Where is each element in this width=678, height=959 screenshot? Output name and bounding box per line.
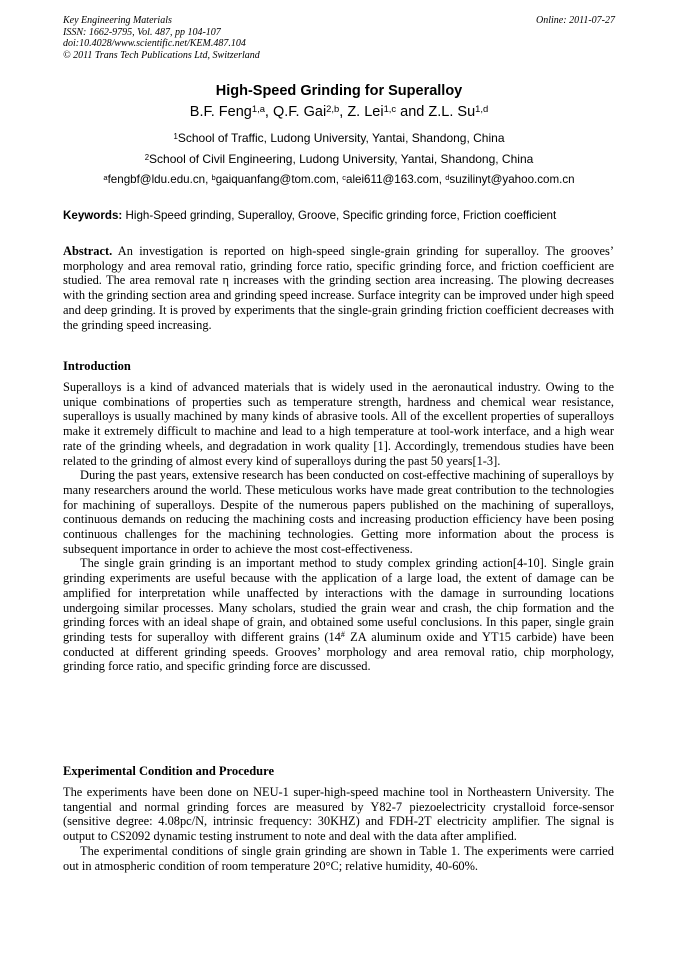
author-affiliation-mark: 1,a <box>251 102 265 114</box>
affiliation-text: School of Civil Engineering, Ludong University, Yantai, Shandong, China <box>149 152 534 166</box>
paragraph: The experimental conditions of single grain grinding are shown in Table 1. The experiments were carried out in atmospheric condition of room temperature 20°C; relative humidity, 40-60%. <box>63 843 614 873</box>
copyright-line: © 2011 Trans Tech Publications Ltd, Switzerland <box>63 49 260 61</box>
author-separator: , <box>339 104 348 120</box>
affiliation-2 <box>0 152 678 166</box>
paragraph-text: ZA aluminum oxide and YT15 carbide) have been conducted at different grinding speeds. Grooves’ morphology and area removal ratio, chip morphology, grinding force ratio, and specific grinding force are discussed. <box>63 629 614 674</box>
keywords-label: Keywords: <box>63 209 123 222</box>
journal-header <box>63 15 615 61</box>
author-name: Q.F. Gai <box>272 104 327 120</box>
introduction-body <box>63 380 614 674</box>
introduction-heading: Introduction <box>63 359 131 373</box>
email-address[interactable]: fengbf@ldu.edu.cn, <box>107 173 212 186</box>
email-mark: d <box>445 172 450 182</box>
author-affiliation-mark: 1,c <box>383 102 397 114</box>
affiliation-mark: 1 <box>173 131 178 141</box>
author-affiliation-mark: 2,b <box>326 102 340 114</box>
keywords <box>63 209 623 222</box>
abstract-text: An investigation is reported on high-speed single-grain grinding for superalloy. The grooves’ morphology and area removal ratio, grinding force ratio, specific grinding force, and friction coefficient are studied. The area removal rate η increases with the grinding section area increasing. The plowing decreases with the grinding section area and grinding speed increase. Surface integrity can be improved under high speed and deep grinding. It is proved by experiments that the single-grain grinding friction coefficient decreases with the grinding speed increasing. <box>63 244 614 332</box>
affiliation-1 <box>0 131 678 145</box>
abstract-label: Abstract. <box>63 244 113 258</box>
email-mark: c <box>342 172 346 182</box>
affiliation-mark: 2 <box>144 152 150 162</box>
paragraph: The experiments have been done on NEU-1 super-high-speed machine tool in Northeastern University. The tangential and normal grinding forces are measured by Y82-7 piezoelectricity crystalloid force-sensor (sensitive degree: 4.08pc/N, intrinsic frequency: 30KHZ) and FDH-2T electricity amplifier. The signal is output to CS2092 dynamic testing instrument to note and deal with the data after amplified. <box>63 785 614 844</box>
paragraph-text: The single grain grinding is an important method to study complex grinding action[4-10]. Single grain grinding experiments are useful because with the application of a large load, the extent of damage can be amplified for interpretation while unaffected by interactions with the damage in surrounding locations undergoing similar processes. Many scholars, studied the grain wear and crash, the chip formation and the grinding forces with an ideal shape of grain, and obtained some useful conclusions. In this paper, single grain grinding tests for superalloy with different grains (14 <box>63 556 614 644</box>
email-mark: b <box>211 172 216 182</box>
grain-size-mark: # <box>340 630 345 640</box>
paper-title: High-Speed Grinding for Superalloy <box>215 83 463 99</box>
doi-line: doi:10.4028/www.scientific.net/KEM.487.104 <box>63 38 246 49</box>
author-separator: and <box>396 104 429 120</box>
online-date: Online: 2011-07-27 <box>536 15 615 26</box>
author-name: Z.L. Su <box>428 104 476 120</box>
author-affiliation-mark: 1,d <box>475 102 489 114</box>
email-address[interactable]: gaiquanfang@tom.com, <box>215 173 343 186</box>
experimental-body <box>63 785 614 873</box>
author-name: B.F. Feng <box>189 104 252 120</box>
paragraph: Superalloys is a kind of advanced materials that is widely used in the aeronautical industry. Owing to the unique combinations of properties such as temperature strength, hardness and chemical wear resistance, superalloys is usually machined by many kinds of abrasive tools. All of the excellent properties of superalloys make it extremely difficult to machine and lead to a high temperature at tool-work interface, and a high wear rate of the grinding wheels, and degradation in work quality [1]. Accordingly, tremendous studies have been related to the grinding of almost every kind of superalloys during the past 50 years[1-3]. <box>63 380 614 468</box>
author-separator: , <box>264 104 273 120</box>
issn-line: ISSN: 1662-9795, Vol. 487, pp 104-107 <box>63 26 221 38</box>
abstract <box>63 244 614 332</box>
paragraph: During the past years, extensive research has been conducted on cost-effective machining of superalloys by many researchers around the world. These meticulous works have made great contribution to the technologies for machining of superalloys. Despite of the numerous papers published on the machining of superalloys, continuous demands on reducing the machining costs and increasing production efficiency have been posing continuous challenges for the machining technologies. Getting more information about the process is subsequent importance in order to achieve the most cost-effectiveness. <box>63 468 614 556</box>
email-address[interactable]: alei611@163.com, <box>346 173 446 186</box>
journal-name: Key Engineering Materials <box>63 15 172 26</box>
paragraph <box>63 556 614 674</box>
email-list <box>0 173 678 186</box>
experimental-heading: Experimental Condition and Procedure <box>63 764 275 778</box>
keywords-text: High-Speed grinding, Superalloy, Groove, Specific grinding force, Friction coefficient <box>122 209 557 222</box>
author-list <box>0 104 678 120</box>
email-address[interactable]: suzilinyt@yahoo.com.cn <box>449 173 575 186</box>
email-mark: a <box>103 172 108 182</box>
author-name: Z. Lei <box>347 104 384 120</box>
affiliation-text: School of Traffic, Ludong University, Yantai, Shandong, China <box>177 131 505 145</box>
